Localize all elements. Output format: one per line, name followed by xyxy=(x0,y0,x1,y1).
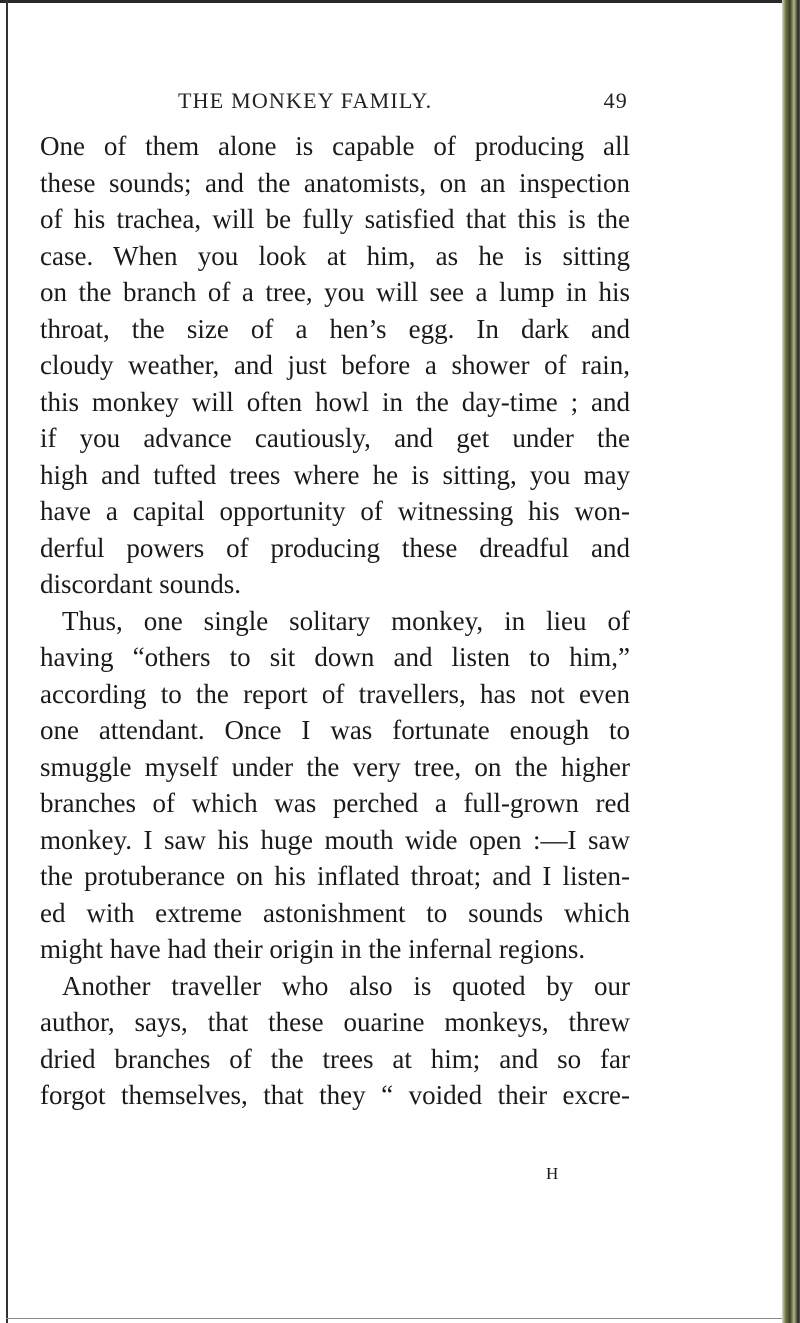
text-line: monkey. I saw his huge mouth wide open :—I saw xyxy=(40,824,630,855)
text-line: Another traveller who also is quoted by our xyxy=(62,970,630,1001)
text-line: of his trachea, will be fully satisfied that this is the xyxy=(40,204,630,234)
text-line: having “others to sit down and listen to him,” xyxy=(40,642,630,672)
text-line: dried branches of the trees at him; and so far xyxy=(40,1043,630,1074)
text-line: cloudy weather, and just before a shower of rain, xyxy=(40,350,630,380)
text-line: smuggle myself under the very tree, on the higher xyxy=(40,751,630,782)
text-line: on the branch of a tree, you will see a lump in his xyxy=(40,277,630,307)
text-line: case. When you look at him, as he is sitting xyxy=(40,240,630,271)
text-line: the protuberance on his inflated throat; and I listen- xyxy=(40,861,630,891)
top-border-rule xyxy=(0,0,790,3)
text-line: Thus, one single solitary monkey, in lieu of xyxy=(62,605,630,636)
running-head xyxy=(178,88,628,118)
signature-mark: H xyxy=(546,1164,560,1183)
page-edge-shadow xyxy=(782,0,800,1323)
text-line: these sounds; and the anatomists, on an inspection xyxy=(40,167,630,198)
text-line: ed with extreme astonishment to sounds which xyxy=(40,897,630,928)
page-number: 49 xyxy=(603,88,628,113)
text-line: this monkey will often howl in the day-time ; and xyxy=(40,386,630,417)
running-title: THE MONKEY FAMILY. xyxy=(178,88,433,113)
bottom-border-rule xyxy=(6,1318,790,1319)
left-border-rule xyxy=(6,0,8,1323)
text-line: One of them alone is capable of producing all xyxy=(40,131,630,161)
text-line: one attendant. Once I was fortunate enough to xyxy=(40,715,630,745)
text-line: author, says, that these ouarine monkeys, threw xyxy=(40,1007,630,1037)
text-line: might have had their origin in the infernal regions. xyxy=(40,934,586,964)
text-line: high and tufted trees where he is sitting, you may xyxy=(40,459,630,490)
text-line: discordant sounds. xyxy=(40,569,241,599)
text-line: according to the report of travellers, has not even xyxy=(40,678,630,709)
text-line: derful powers of producing these dreadful and xyxy=(40,532,630,563)
text-line: forgot themselves, that they “ voided their excre- xyxy=(40,1080,630,1110)
text-line: branches of which was perched a full-grown red xyxy=(40,788,630,818)
text-line: if you advance cautiously, and get under the xyxy=(40,423,630,453)
text-line: throat, the size of a hen’s egg. In dark and xyxy=(40,313,630,344)
body-text xyxy=(40,128,630,1114)
text-line: have a capital opportunity of witnessing his won- xyxy=(40,496,630,526)
